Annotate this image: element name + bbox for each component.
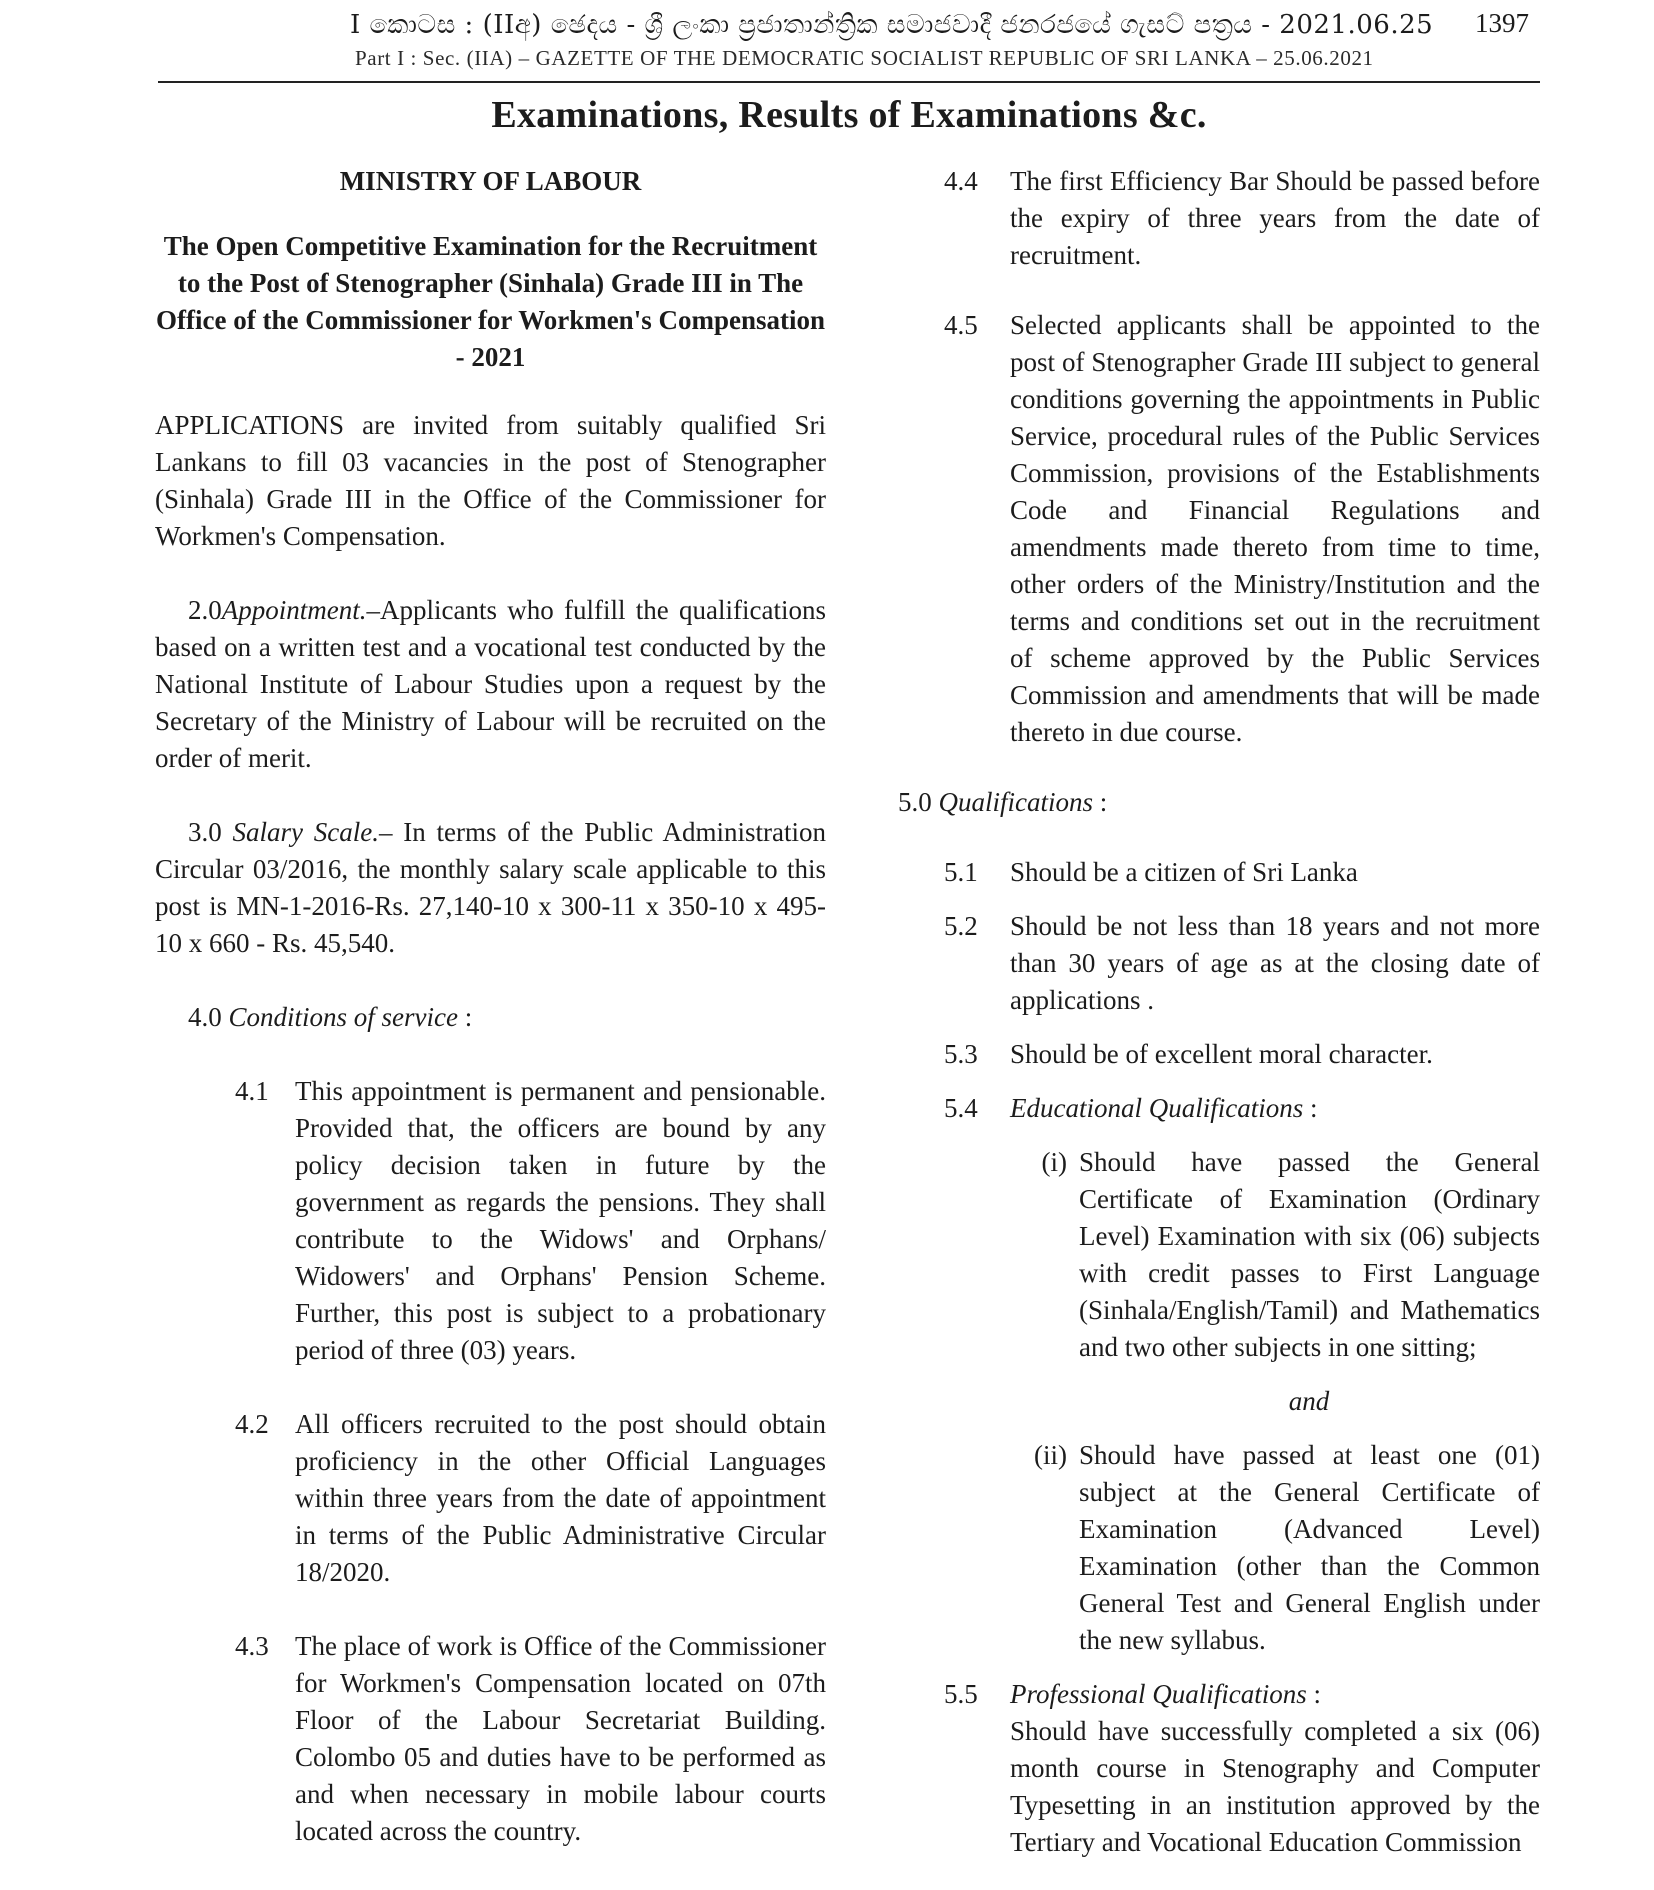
list-item bbox=[898, 307, 1540, 751]
section-heading: Conditions of service bbox=[228, 1002, 458, 1032]
gazette-header-sinhala: I කොටස : (IIඅ) ඡෙදය - ශ්‍රී ලංකා ප්‍රජාතාන්ත්‍රික සමාජවාදී ජනරජයේ ගැසට් පත්‍රය - 2021.06.25 bbox=[350, 10, 1434, 40]
heading-colon: : bbox=[457, 1002, 473, 1032]
item-heading-text: Educational Qualifications bbox=[1010, 1093, 1304, 1123]
item-number: 4.2 bbox=[235, 1409, 269, 1439]
item-heading bbox=[1010, 1090, 1540, 1127]
list-item bbox=[898, 163, 1540, 274]
item-number: 4.3 bbox=[235, 1631, 269, 1661]
heading-colon: : bbox=[1306, 1679, 1322, 1709]
and-text: and bbox=[1288, 1386, 1330, 1416]
item-content bbox=[1010, 1676, 1540, 1861]
item-number: 5.1 bbox=[944, 857, 978, 887]
qualification-item bbox=[898, 1676, 1540, 1861]
header-rule bbox=[158, 81, 1540, 83]
item-text: Should have passed the General Certificate of Examination (Ordinary Level) Examination with six (06) subjects with credit passes to First Language (Sinhala/English/Tamil) and Mathematics and two other subjects in one sitting; bbox=[1079, 1147, 1540, 1362]
item-number: 5.4 bbox=[944, 1093, 978, 1123]
list-item bbox=[155, 1406, 826, 1591]
item-number: 4.5 bbox=[944, 310, 978, 340]
section-conditions-of-service bbox=[155, 999, 826, 1036]
ministry-heading: MINISTRY OF LABOUR bbox=[339, 166, 642, 196]
section-qualifications bbox=[898, 784, 1540, 821]
item-text: Should have successfully completed a six (06) month course in Stenography and Computer Typesetting in an institution approved by the Tertiary and Vocational Education Commission bbox=[1010, 1716, 1540, 1857]
item-text: Selected applicants shall be appointed to the post of Stenographer Grade III subject to general conditions governing the appointments in Public Service, procedural rules of the Public Services Commission, provisions of the Establishments Code and Financial Regulations and amendments made thereto from time to time, other orders of the Ministry/Institution and the terms and conditions set out in the recruitment of scheme approved by the Public Services Commission and amendments that will be made thereto in due course. bbox=[1010, 310, 1540, 747]
qualification-item bbox=[898, 908, 1540, 1019]
left-column bbox=[155, 163, 826, 1887]
list-item bbox=[155, 1628, 826, 1850]
item-number: (i) bbox=[1041, 1147, 1067, 1177]
section-number: 3.0 bbox=[188, 817, 222, 847]
section-heading: Qualifications bbox=[938, 787, 1093, 817]
section-salary-scale bbox=[155, 814, 826, 962]
page-number: 1397 bbox=[1475, 8, 1529, 38]
section-number: 2.0 bbox=[188, 595, 222, 625]
qualification-item bbox=[898, 1036, 1540, 1073]
item-text: Should be of excellent moral character. bbox=[1010, 1039, 1433, 1069]
item-number: 5.5 bbox=[944, 1679, 978, 1709]
item-number: 5.2 bbox=[944, 911, 978, 941]
item-heading-text: Professional Qualifications bbox=[1010, 1679, 1307, 1709]
item-number: 4.1 bbox=[235, 1076, 269, 1106]
section-body: In terms of the Public Administration Circular 03/2016, the monthly salary scale applicable to this post is MN-1-2016-Rs. 27,140-10 x 300-11 x 350-10 x 495-10 x 660 - Rs. 45,540. bbox=[155, 817, 827, 958]
item-number: 4.4 bbox=[944, 166, 978, 196]
section-appointment bbox=[155, 592, 826, 777]
qualification-item bbox=[898, 1090, 1540, 1127]
gazette-header-english: Part I : Sec. (IIA) – GAZETTE OF THE DEMOCRATIC SOCIALIST REPUBLIC OF SRI LANKA – 25.06.2021 bbox=[355, 46, 1374, 70]
item-text: All officers recruited to the post should obtain proficiency in the other Official Languages within three years from the date of appointment in terms of the Public Administrative Circular 18/2020. bbox=[295, 1409, 826, 1587]
item-text: The first Efficiency Bar Should be passed before the expiry of three years from the date of recruitment. bbox=[1010, 166, 1540, 270]
item-number: (ii) bbox=[1034, 1440, 1067, 1470]
section-heading: Appointment.– bbox=[221, 595, 380, 625]
qualification-item bbox=[898, 854, 1540, 891]
section-number: 5.0 bbox=[898, 787, 932, 817]
section-title: Examinations, Results of Examinations &c. bbox=[491, 94, 1207, 136]
list-item bbox=[155, 1073, 826, 1369]
item-number: 5.3 bbox=[944, 1039, 978, 1069]
sub-item bbox=[898, 1144, 1540, 1366]
exam-title: The Open Competitive Examination for the Recruitment to the Post of Stenographer (Sinhala) Grade III in The Office of the Commissioner for Workmen's Compensation - 2021 bbox=[156, 231, 825, 372]
section-number: 4.0 bbox=[188, 1002, 222, 1032]
heading-colon: : bbox=[1303, 1093, 1318, 1123]
intro-paragraph: APPLICATIONS are invited from suitably qualified Sri Lankans to fill 03 vacancies in the post of Stenographer (Sinhala) Grade III in the Office of the Commissioner for Workmen's Compensation. bbox=[155, 410, 826, 551]
right-column bbox=[898, 163, 1540, 1861]
item-text: Should have passed at least one (01) subject at the General Certificate of Examination (Advanced Level) Examination (other than the Common General Test and General English under the new syllabus. bbox=[1079, 1440, 1540, 1655]
heading-colon: : bbox=[1093, 787, 1108, 817]
and-connector bbox=[898, 1383, 1540, 1420]
section-body: Applicants who fulfill the qualifications based on a written test and a vocational test conducted by the National Institute of Labour Studies upon a request by the Secretary of the Ministry of Labour will be recruited on the order of merit. bbox=[155, 595, 826, 773]
section-heading: Salary Scale.– bbox=[232, 817, 393, 847]
sub-item bbox=[898, 1437, 1540, 1659]
item-text: This appointment is permanent and pensionable. Provided that, the officers are bound by any policy decision taken in future by the government as regards the pensions. They shall contribute to the Widows' and Orphans/ Widowers' and Orphans' Pension Scheme. Further, this post is subject to a probationary period of three (03) years. bbox=[295, 1076, 826, 1365]
item-text: The place of work is Office of the Commissioner for Workmen's Compensation located on 07th Floor of the Labour Secretariat Building. Colombo 05 and duties have to be performed as and when necessary in mobile labour courts located across the country. bbox=[295, 1631, 826, 1846]
item-text: Should be not less than 18 years and not more than 30 years of age as at the closing date of applications . bbox=[1010, 911, 1540, 1015]
item-text: Should be a citizen of Sri Lanka bbox=[1010, 857, 1358, 887]
